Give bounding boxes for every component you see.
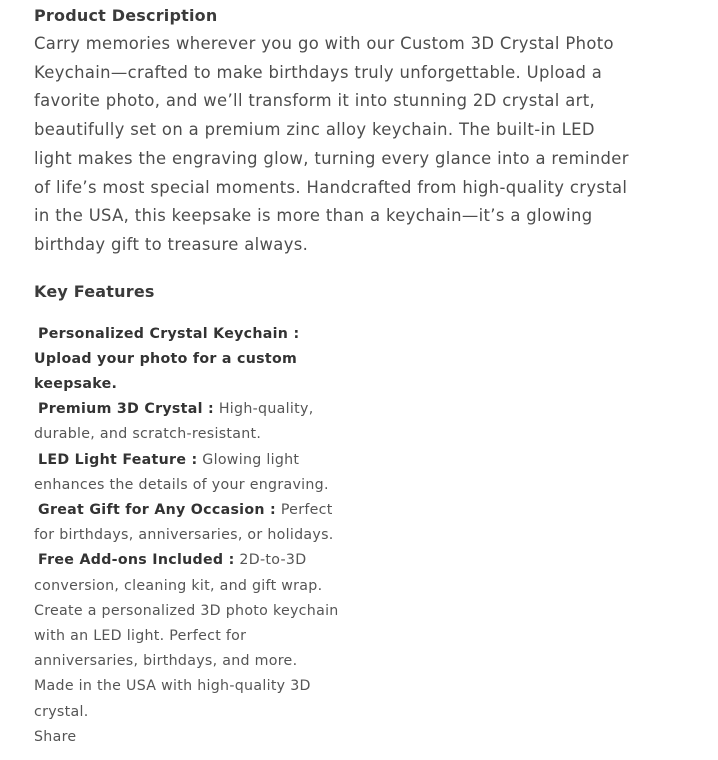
- features-summary: Create a personalized 3D photo keychain with an LED light. Perfect for anniversaries, birthdays, and more.: [34, 602, 339, 670]
- key-features-list: [34, 322, 339, 750]
- product-details-section: [34, 0, 674, 750]
- product-description-text: Carry memories wherever you go with our Custom 3D Crystal Photo Keychain—crafted to make birthdays truly unforgettable. Upload a favorite photo, and we’ll transform it into stunning 2D crystal art, beautifully set on a premium zinc alloy keychain. The built-in LED light makes the engraving glow, turning every glance into a reminder of life’s most special moments. Handcrafted from high-quality crystal in the USA, this keepsake is more than a keychain—it’s a glowing birthday gift to treasure always.: [34, 34, 629, 254]
- feature-title: LED Light Feature :: [38, 451, 198, 468]
- feature-text: Glowing light enhances the details of your engraving.: [34, 451, 329, 493]
- feature-title: Free Add-ons Included :: [38, 552, 235, 569]
- feature-text: High-quality, durable, and scratch-resistant.: [34, 401, 314, 443]
- feature-item-personalized: [34, 322, 339, 398]
- feature-item-premium-crystal: [34, 397, 339, 447]
- feature-title: Personalized Crystal Keychain :: [38, 325, 300, 342]
- product-description-heading: Product Description: [34, 6, 218, 25]
- feature-item-led-light: [34, 448, 339, 498]
- feature-title: Great Gift for Any Occasion :: [38, 502, 277, 519]
- share-link[interactable]: Share: [34, 728, 77, 745]
- feature-item-great-gift: [34, 498, 339, 548]
- feature-title: Premium 3D Crystal :: [38, 401, 215, 418]
- feature-text: 2D-to-3D conversion, cleaning kit, and gift wrap.: [34, 552, 323, 594]
- made-in-usa-note: Made in the USA with high-quality 3D crystal.: [34, 678, 311, 720]
- key-features-heading: Key Features: [34, 281, 155, 301]
- feature-text: Upload your photo for a custom keepsake.: [34, 350, 298, 393]
- feature-text: Perfect for birthdays, anniversaries, or holidays.: [34, 502, 334, 544]
- feature-item-free-addons: [34, 548, 339, 598]
